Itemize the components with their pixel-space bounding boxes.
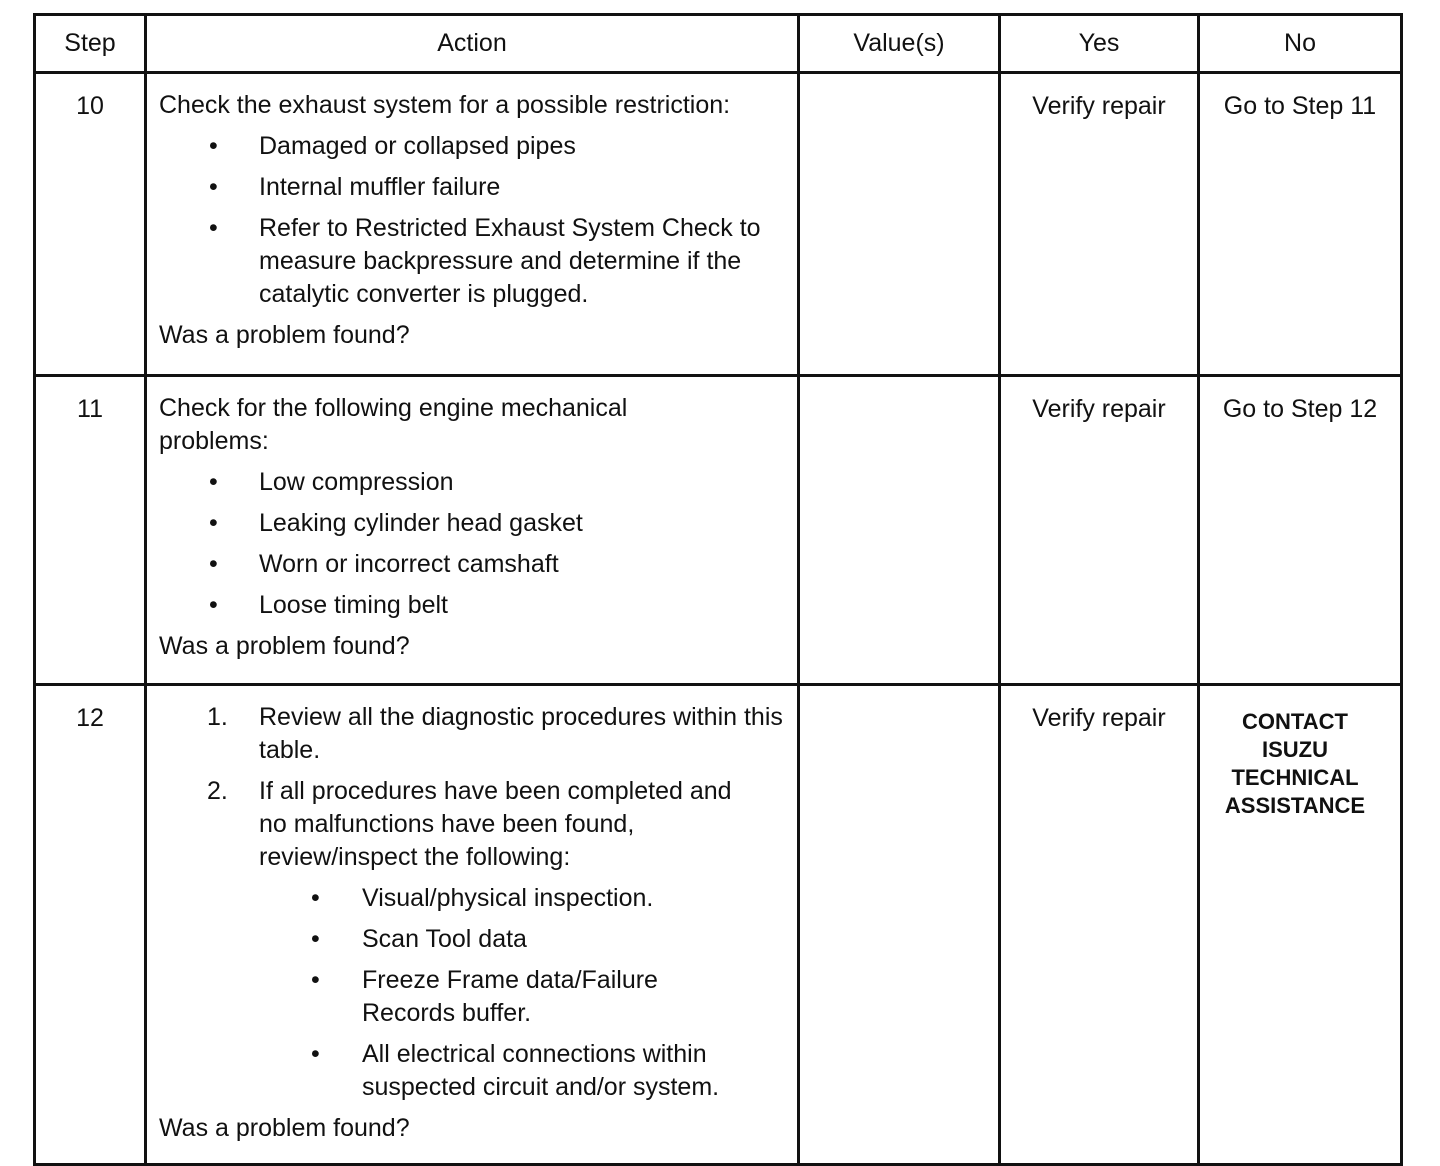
list-item [159,775,787,1104]
header-no: No [1199,15,1402,73]
contact-line: CONTACT [1242,709,1348,734]
header-action: Action [146,15,799,73]
diagnostic-table-sheet [33,13,1400,1142]
action-cell [146,376,799,685]
list-item [159,171,787,204]
yes-cell: Verify repair [1000,376,1199,685]
header-yes: Yes [1000,15,1199,73]
list-item [159,212,787,311]
list-item-text: Scan Tool data [362,925,527,953]
action-cell [146,685,799,1165]
no-cell: Go to Step 12 [1199,376,1402,685]
list-item [259,1038,787,1104]
action-sub-bullet-list [259,882,787,1104]
list-item-text: Damaged or collapsed pipes [259,132,576,160]
header-row [35,15,1402,73]
step-number: 12 [35,685,146,1165]
contact-line: ASSISTANCE [1224,793,1366,818]
bullet-icon: • [311,1040,320,1068]
list-item [159,507,787,540]
contact-line: ISUZU [1262,737,1328,762]
action-question: Was a problem found? [159,1114,410,1142]
list-item [159,701,787,767]
bullet-icon: • [209,173,218,201]
list-item [259,923,787,956]
list-item-text: Review all the diagnostic procedures within this table. [259,703,783,764]
list-item-text: Worn or incorrect camshaft [259,550,559,578]
bullet-icon: • [209,214,218,242]
table-row-step-12 [35,685,1402,1165]
list-number: 2. [207,777,228,805]
values-cell [799,376,1000,685]
header-step: Step [35,15,146,73]
action-numbered-list [159,701,787,1104]
bullet-icon: • [209,509,218,537]
bullet-icon: • [311,925,320,953]
list-item-text: Low compression [259,468,454,496]
no-cell: Go to Step 11 [1199,73,1402,376]
action-question: Was a problem found? [159,321,410,349]
list-item-text: If all procedures have been completed and no malfunctions have been found, review/inspect the following: [259,777,732,871]
list-item-text: All electrical connections within suspected circuit and/or system. [362,1040,720,1101]
bullet-icon: • [311,966,320,994]
list-item-text: Visual/physical inspection. [362,884,654,912]
diagnostic-table [33,13,1403,1166]
list-item [259,882,787,915]
list-item [159,130,787,163]
bullet-icon: • [209,550,218,578]
list-item [159,589,787,622]
list-item [159,548,787,581]
no-cell [1199,685,1402,1165]
bullet-icon: • [209,132,218,160]
values-cell [799,685,1000,1165]
header-values: Value(s) [799,15,1000,73]
step-number: 10 [35,73,146,376]
table-row-step-11 [35,376,1402,685]
list-item-text: Refer to Restricted Exhaust System Check to measure backpressure and determine if the catalytic converter is plugged. [259,214,761,308]
list-number: 1. [207,703,228,731]
action-bullet-list [159,130,787,311]
yes-cell: Verify repair [1000,685,1199,1165]
yes-cell: Verify repair [1000,73,1199,376]
contact-technical-assistance [1200,702,1400,820]
list-item [259,964,787,1030]
contact-line: TECHNICAL [1231,765,1359,790]
action-question: Was a problem found? [159,632,410,660]
bullet-icon: • [209,591,218,619]
list-item [159,466,787,499]
table-row-step-10 [35,73,1402,376]
bullet-icon: • [311,884,320,912]
action-cell [146,73,799,376]
bullet-icon: • [209,468,218,496]
list-item-text: Internal muffler failure [259,173,501,201]
values-cell [799,73,1000,376]
list-item-text: Loose timing belt [259,591,449,619]
list-item-text: Leaking cylinder head gasket [259,509,583,537]
action-intro: Check for the following engine mechanical problems: [159,394,628,455]
action-intro: Check the exhaust system for a possible restriction: [159,91,731,119]
list-item-text: Freeze Frame data/Failure Records buffer. [362,966,658,1027]
action-bullet-list [159,466,787,622]
step-number: 11 [35,376,146,685]
